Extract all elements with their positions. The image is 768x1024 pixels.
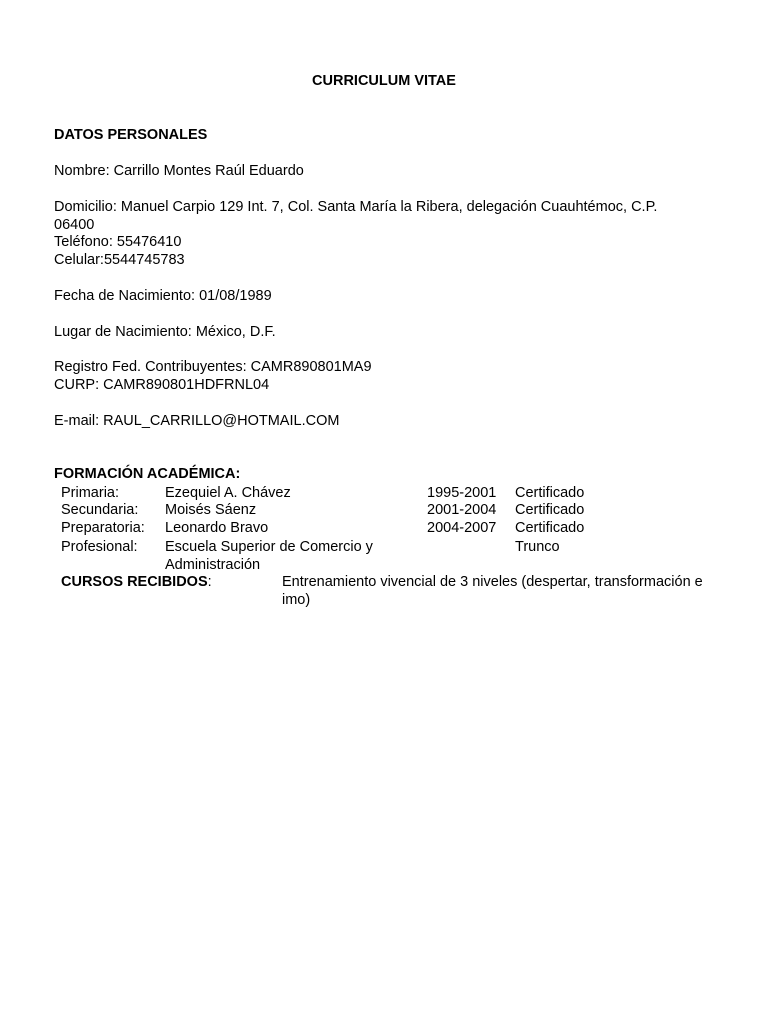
education-level: Profesional: (61, 539, 138, 555)
education-heading: FORMACIÓN ACADÉMICA: (54, 466, 241, 482)
courses-text: Entrenamiento vivencial de 3 niveles (despertar, transformación e imo) (282, 574, 703, 608)
personal-data-heading: DATOS PERSONALES (54, 127, 208, 143)
name-line: Nombre: Carrillo Montes Raúl Eduardo (54, 163, 304, 179)
education-school: Leonardo Bravo (165, 520, 269, 536)
education-level: Primaria: (61, 485, 120, 501)
education-school: Escuela Superior de Comercio y Administración (165, 539, 373, 573)
address-line: Domicilio: Manuel Carpio 129 Int. 7, Col. Santa María la Ribera, delegación Cuauhtémoc, C.P. 06400 (54, 199, 658, 233)
curp-line: CURP: CAMR890801HDFRNL04 (54, 377, 270, 393)
birth-date-line: Fecha de Nacimiento: 01/08/1989 (54, 288, 272, 304)
education-level: Preparatoria: (61, 520, 145, 536)
education-status: Certificado (515, 502, 585, 518)
phone-line: Teléfono: 55476410 (54, 234, 182, 250)
courses-colon: : (207, 574, 212, 590)
birth-place-line: Lugar de Nacimiento: México, D.F. (54, 324, 276, 340)
education-school: Ezequiel A. Chávez (165, 485, 291, 501)
courses-label: CURSOS RECIBIDOS (61, 574, 208, 590)
courses-label-group (61, 574, 212, 592)
education-years: 2001-2004 (427, 502, 497, 518)
education-status: Certificado (515, 520, 585, 536)
cellphone-line: Celular:5544745783 (54, 252, 185, 268)
document-title: CURRICULUM VITAE (312, 73, 456, 89)
education-years: 1995-2001 (427, 485, 497, 501)
education-years: 2004-2007 (427, 520, 497, 536)
education-status: Certificado (515, 485, 585, 501)
education-level: Secundaria: (61, 502, 139, 518)
education-status: Trunco (515, 539, 560, 555)
email-line: E-mail: RAUL_CARRILLO@HOTMAIL.COM (54, 413, 340, 429)
education-school: Moisés Sáenz (165, 502, 257, 518)
rfc-line: Registro Fed. Contribuyentes: CAMR890801MA9 (54, 359, 372, 375)
